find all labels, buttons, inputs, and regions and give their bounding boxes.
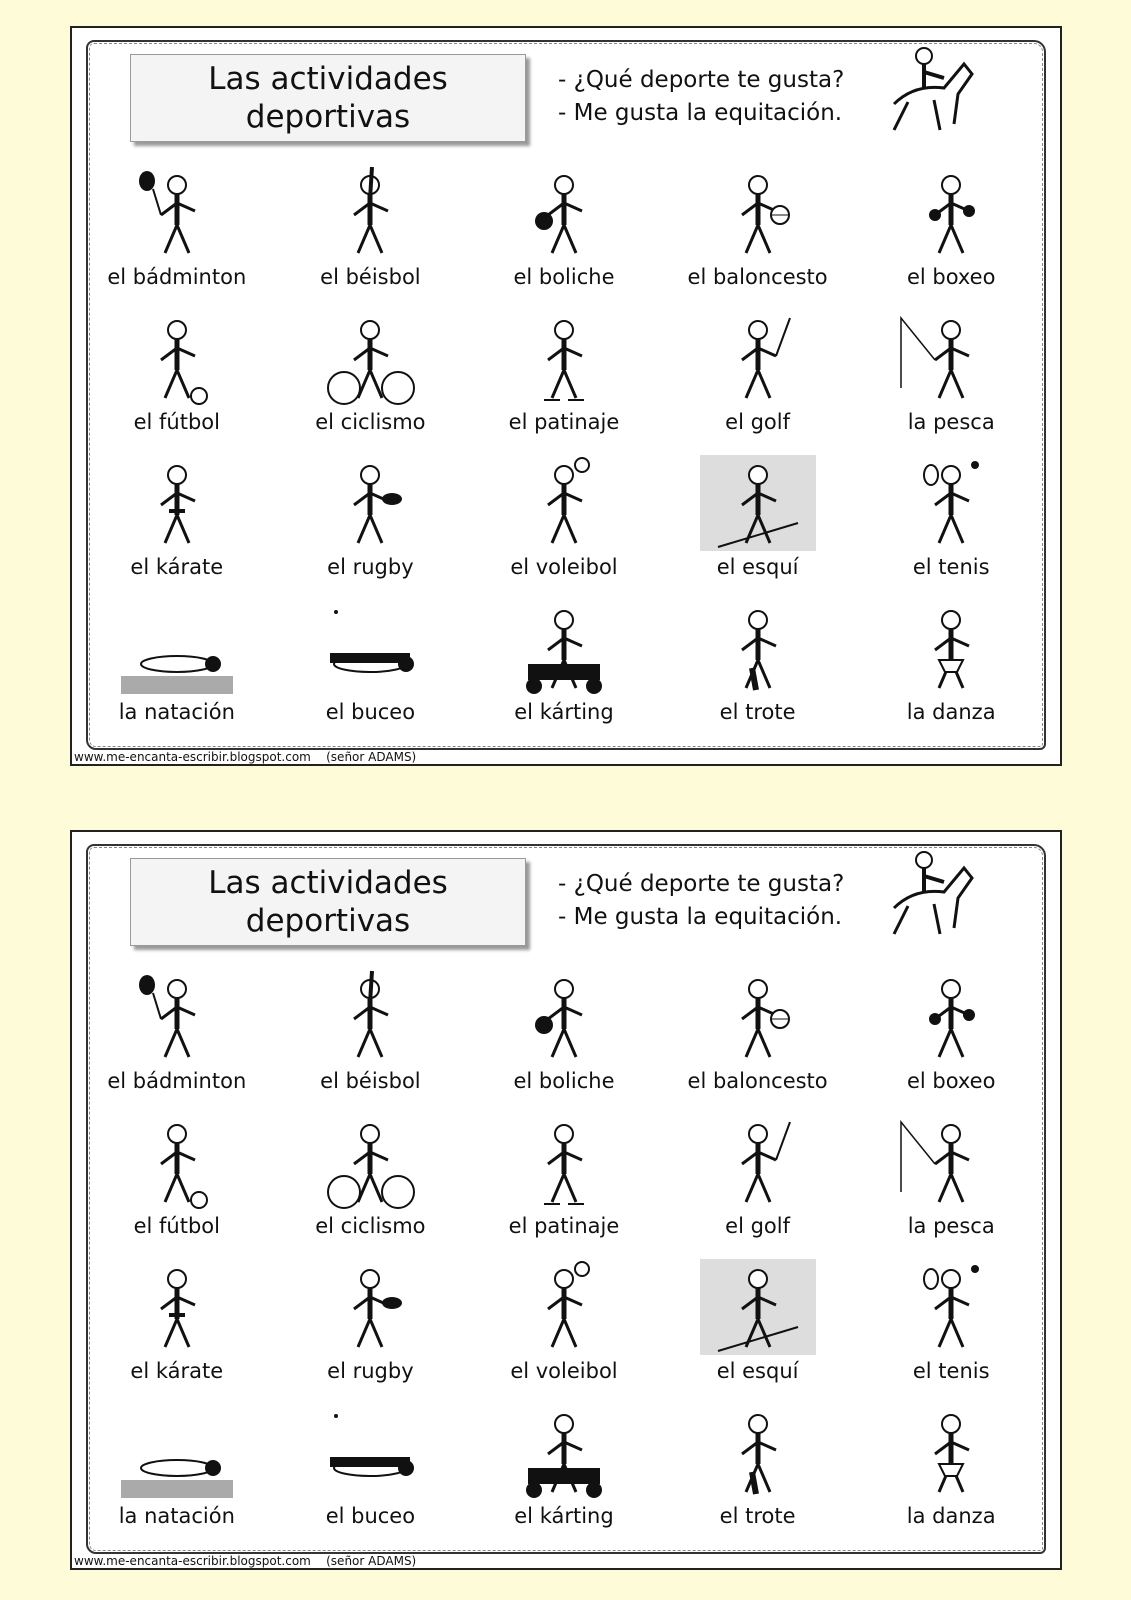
soccer-icon: [117, 308, 237, 408]
activity-card: [467, 952, 661, 1097]
activity-label: el golf: [725, 410, 791, 434]
skiing-icon: [698, 1257, 818, 1357]
activity-card: [274, 583, 468, 728]
activity-label: el rugby: [327, 555, 414, 579]
activity-label: el kárting: [514, 1504, 614, 1528]
activity-label: el boxeo: [906, 265, 996, 289]
activity-label: el buceo: [325, 1504, 416, 1528]
activity-card: [274, 1242, 468, 1387]
activity-card: [661, 148, 855, 293]
activity-label: el bádminton: [107, 1069, 247, 1093]
footer-site: www.me-encanta-escribir.blogspot.com: [74, 1554, 311, 1568]
activity-label: el kárate: [130, 555, 224, 579]
activity-card: [467, 148, 661, 293]
footer-author: (señor ADAMS): [326, 750, 417, 764]
activity-card: [854, 148, 1048, 293]
activity-label: el béisbol: [320, 1069, 421, 1093]
golf-icon: [698, 308, 818, 408]
activities-grid: [80, 952, 1048, 1532]
footer-site: www.me-encanta-escribir.blogspot.com: [74, 750, 311, 764]
jogging-icon: [698, 1402, 818, 1502]
activity-card: [661, 1097, 855, 1242]
activity-label: la natación: [118, 1504, 235, 1528]
activity-label: la danza: [906, 1504, 996, 1528]
boxing-icon: [891, 967, 1011, 1067]
question-line: - ¿Qué deporte te gusta?: [558, 67, 845, 93]
activity-label: el patinaje: [508, 1214, 620, 1238]
activity-label: la pesca: [907, 410, 995, 434]
boxing-icon: [891, 163, 1011, 263]
basketball-icon: [698, 163, 818, 263]
activity-label: el trote: [719, 700, 796, 724]
rugby-icon: [310, 453, 430, 553]
activity-card: [274, 148, 468, 293]
soccer-icon: [117, 1112, 237, 1212]
activity-label: el baloncesto: [687, 265, 828, 289]
activity-label: el ciclismo: [315, 1214, 426, 1238]
activity-label: el fútbol: [133, 410, 220, 434]
activity-label: el ciclismo: [315, 410, 426, 434]
skiing-icon: [698, 453, 818, 553]
activity-label: el boxeo: [906, 1069, 996, 1093]
karate-icon: [117, 1257, 237, 1357]
activity-label: el rugby: [327, 1359, 414, 1383]
swimming-icon: [117, 598, 237, 698]
horse-rider-icon: [874, 44, 978, 134]
title-line-2: deportivas: [245, 99, 411, 135]
activity-label: el kárting: [514, 700, 614, 724]
activity-card: [661, 293, 855, 438]
activity-card: [80, 293, 274, 438]
title-line-2: deportivas: [245, 903, 411, 939]
activity-card: [661, 583, 855, 728]
activity-label: el boliche: [513, 265, 615, 289]
volleyball-icon: [504, 1257, 624, 1357]
activity-card: [854, 1097, 1048, 1242]
rugby-icon: [310, 1257, 430, 1357]
baseball-icon: [310, 967, 430, 1067]
baseball-icon: [310, 163, 430, 263]
activities-grid: [80, 148, 1048, 728]
skating-icon: [504, 1112, 624, 1212]
activity-label: el patinaje: [508, 410, 620, 434]
activity-label: el voleibol: [510, 1359, 618, 1383]
activity-card: [467, 1097, 661, 1242]
activity-card: [80, 1097, 274, 1242]
title-line-1: Las actividades: [208, 61, 448, 97]
footer-author: (señor ADAMS): [326, 1554, 417, 1568]
badminton-icon: [117, 967, 237, 1067]
activity-label: la pesca: [907, 1214, 995, 1238]
activity-card: [80, 438, 274, 583]
activity-card: [467, 293, 661, 438]
footer: [74, 1554, 416, 1568]
activity-card: [854, 583, 1048, 728]
activity-label: el tenis: [912, 555, 990, 579]
activity-card: [661, 1242, 855, 1387]
activity-card: [80, 952, 274, 1097]
title-box: [130, 54, 526, 142]
dance-icon: [891, 1402, 1011, 1502]
activity-label: la natación: [118, 700, 235, 724]
activity-card: [80, 1387, 274, 1532]
tennis-icon: [891, 453, 1011, 553]
activity-card: [661, 438, 855, 583]
activity-card: [854, 952, 1048, 1097]
activity-card: [274, 1387, 468, 1532]
karate-icon: [117, 453, 237, 553]
answer-line: - Me gusta la equitación.: [558, 100, 843, 126]
activity-card: [467, 583, 661, 728]
activity-label: el kárate: [130, 1359, 224, 1383]
question-line: - ¿Qué deporte te gusta?: [558, 871, 845, 897]
worksheet-2: [70, 830, 1062, 1570]
cycling-icon: [310, 308, 430, 408]
horse-rider-icon: [874, 848, 978, 938]
activity-label: el béisbol: [320, 265, 421, 289]
activity-card: [274, 1097, 468, 1242]
activity-label: el trote: [719, 1504, 796, 1528]
activity-card: [467, 438, 661, 583]
badminton-icon: [117, 163, 237, 263]
activity-card: [467, 1387, 661, 1532]
activity-label: el fútbol: [133, 1214, 220, 1238]
activity-card: [854, 293, 1048, 438]
footer: [74, 750, 416, 764]
worksheet-1: [70, 26, 1062, 766]
swimming-icon: [117, 1402, 237, 1502]
title-line-1: Las actividades: [208, 865, 448, 901]
tennis-icon: [891, 1257, 1011, 1357]
activity-card: [274, 952, 468, 1097]
activity-label: el voleibol: [510, 555, 618, 579]
activity-card: [854, 438, 1048, 583]
golf-icon: [698, 1112, 818, 1212]
activity-label: el baloncesto: [687, 1069, 828, 1093]
activity-card: [467, 1242, 661, 1387]
activity-card: [274, 293, 468, 438]
activity-label: el bádminton: [107, 265, 247, 289]
fishing-icon: [891, 1112, 1011, 1212]
activity-label: el buceo: [325, 700, 416, 724]
bowling-icon: [504, 967, 624, 1067]
dialogue: [558, 64, 844, 130]
activity-card: [80, 583, 274, 728]
answer-line: - Me gusta la equitación.: [558, 904, 843, 930]
diving-icon: [310, 598, 430, 698]
fishing-icon: [891, 308, 1011, 408]
activity-label: el tenis: [912, 1359, 990, 1383]
bowling-icon: [504, 163, 624, 263]
activity-label: el esquí: [716, 1359, 799, 1383]
cycling-icon: [310, 1112, 430, 1212]
activity-card: [661, 1387, 855, 1532]
activity-card: [854, 1387, 1048, 1532]
karting-icon: [504, 598, 624, 698]
volleyball-icon: [504, 453, 624, 553]
karting-icon: [504, 1402, 624, 1502]
skating-icon: [504, 308, 624, 408]
activity-label: el boliche: [513, 1069, 615, 1093]
activity-card: [274, 438, 468, 583]
activity-card: [80, 1242, 274, 1387]
activity-label: el esquí: [716, 555, 799, 579]
dialogue: [558, 868, 844, 934]
activity-card: [80, 148, 274, 293]
activity-card: [661, 952, 855, 1097]
diving-icon: [310, 1402, 430, 1502]
activity-label: el golf: [725, 1214, 791, 1238]
basketball-icon: [698, 967, 818, 1067]
jogging-icon: [698, 598, 818, 698]
title-box: [130, 858, 526, 946]
activity-card: [854, 1242, 1048, 1387]
activity-label: la danza: [906, 700, 996, 724]
dance-icon: [891, 598, 1011, 698]
